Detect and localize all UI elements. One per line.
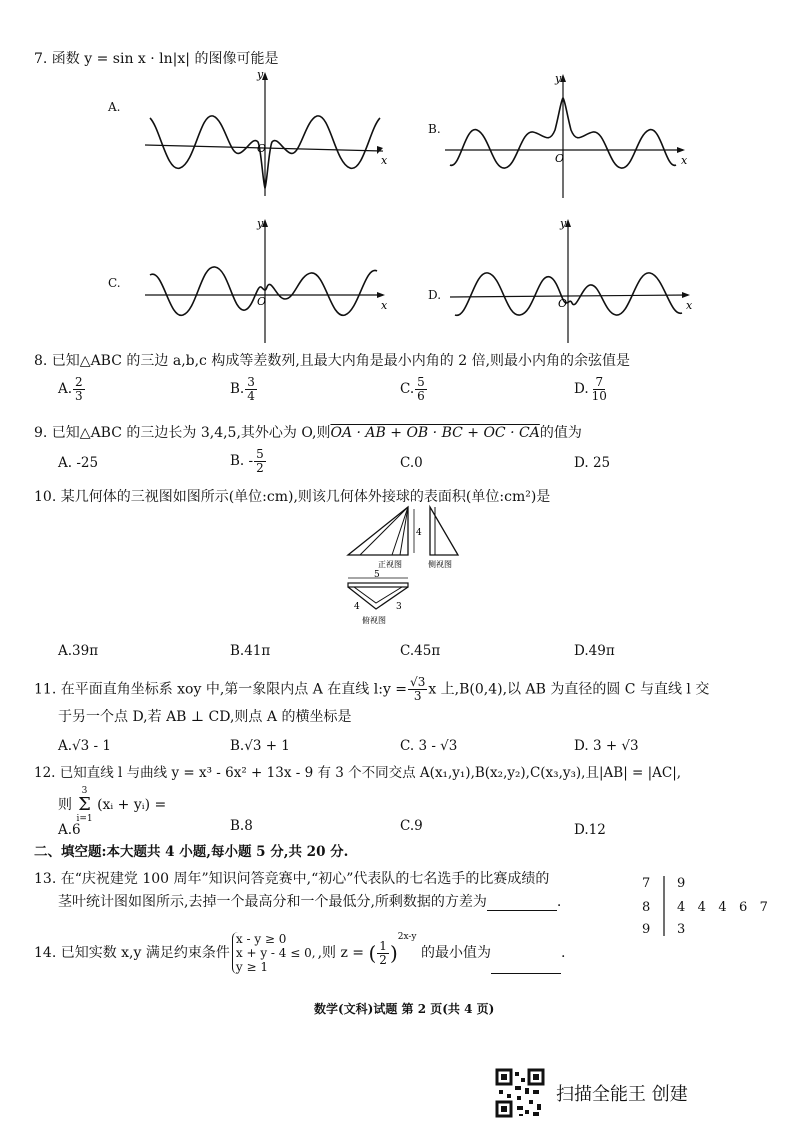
stem-8: 8 xyxy=(642,900,651,915)
q12-option-b: B.8 xyxy=(230,818,253,834)
q14-answer-blank[interactable] xyxy=(491,959,561,974)
q10-top-view-label: 俯视图 xyxy=(362,616,386,625)
q7-option-c-label: C. xyxy=(108,276,121,290)
q8-option-a: A. $\frac{2}{3}$ xyxy=(58,375,83,403)
q14-stem: 14. 已知实数 x,y 满足约束条件 x - y ≥ 0 x + y - 4 ≤ 0, y ≥ 1 ,则 z = ( $\frac{1}{2}$ )$^{2x-y}$ 的最小值为 . xyxy=(34,932,566,974)
q8-option-c: C. $\frac{5}{6}$ xyxy=(400,375,425,403)
q10-option-c: C.45π xyxy=(400,643,441,659)
q7-option-b-label: B. xyxy=(428,122,441,136)
leaves-8: 4 4 4 6 7 xyxy=(677,900,768,915)
q8-option-b: B. $\frac{3}{4}$ xyxy=(230,375,255,403)
q12-line2: 则 3 Σ i=1 (xᵢ + yᵢ) = xyxy=(58,786,167,824)
q7-d-y: y xyxy=(560,217,567,230)
q7-d-origin: O xyxy=(558,297,568,310)
q11-line2: 于另一个点 D,若 AB ⊥ CD,则点 A 的横坐标是 xyxy=(58,709,352,725)
q7-option-d-label: D. xyxy=(428,288,442,302)
q10-front-view-label: 正视图 xyxy=(378,560,402,569)
q10-left-label: 4 xyxy=(354,602,360,612)
q8-option-d: D. $\frac{7}{10}$ xyxy=(574,375,607,403)
q10-stem: 10. 某几何体的三视图如图所示(单位:cm),则该几何体外接球的表面积(单位:cm²)是 xyxy=(34,489,551,505)
q11-option-a: A.√3 - 1 xyxy=(58,738,111,754)
q9-vector-expression: OA · AB + OB · BC + OC · CA xyxy=(330,425,540,441)
q10-option-d: D.49π xyxy=(574,643,615,659)
q7-a-origin: O xyxy=(257,142,267,155)
q7-c-y: y xyxy=(257,217,264,230)
q7-c-origin: O xyxy=(257,295,267,308)
q7-b-origin: O xyxy=(555,152,565,165)
q10-option-b: B.41π xyxy=(230,643,271,659)
q7-graph-a xyxy=(145,68,395,202)
q11-option-b: B.√3 + 1 xyxy=(230,738,290,754)
q7-graph-d xyxy=(450,215,700,349)
section-2-title: 二、填空题:本大题共 4 小题,每小题 5 分,共 20 分. xyxy=(34,844,349,860)
q9-option-b: B. - $\frac{5}{2}$ xyxy=(230,447,264,475)
qr-code-icon xyxy=(495,1068,545,1122)
q11-option-c: C. 3 - √3 xyxy=(400,738,458,754)
q7-b-x: x xyxy=(681,154,688,167)
leaves-9: 3 xyxy=(677,922,686,937)
q7-option-a-label: A. xyxy=(108,100,121,114)
page-footer: 数学(文科)试题 第 2 页(共 4 页) xyxy=(314,1002,495,1016)
q7-c-x: x xyxy=(381,299,388,312)
q8-stem: 8. 已知△ABC 的三边 a,b,c 构成等差数列,且最大内角是最小内角的 2 倍,则最小内角的余弦值是 xyxy=(34,353,631,369)
stem-7: 7 xyxy=(642,876,651,891)
q12-line1: 12. 已知直线 l 与曲线 y = x³ - 6x² + 13x - 9 有 3 个不同交点 A(x₁,y₁),B(x₂,y₂),C(x₃,y₃),且|AB| = |AC|, xyxy=(34,765,682,781)
q9-option-d: D. 25 xyxy=(574,455,611,471)
q7-graph-b xyxy=(445,70,695,204)
stem-9: 9 xyxy=(642,922,651,937)
q10-width-label: 5 xyxy=(374,570,380,580)
q7-stem: 7. 函数 y = sin x · ln|x| 的图像可能是 xyxy=(34,51,279,67)
q7-d-x: x xyxy=(686,299,693,312)
q7-a-x: x xyxy=(381,154,388,167)
q10-option-a: A.39π xyxy=(58,643,99,659)
q13-line1: 13. 在“庆祝建党 100 周年”知识问答竞赛中,“初心”代表队的七名选手的比赛成绩的 xyxy=(34,871,550,887)
leaves-7: 9 xyxy=(677,876,686,891)
q10-right-label: 3 xyxy=(396,602,402,612)
q9-option-c: C.0 xyxy=(400,455,423,471)
q13-answer-blank[interactable] xyxy=(487,896,557,911)
q12-option-c: C.9 xyxy=(400,818,423,834)
q7-a-y: y xyxy=(257,68,264,81)
q10-three-views xyxy=(340,505,480,639)
q9-stem: 9. 已知△ABC 的三边长为 3,4,5,其外心为 O,则OA · AB + OB · BC + OC · CA的值为 xyxy=(34,425,582,441)
scanner-watermark: 扫描全能王 创建 xyxy=(556,1084,688,1105)
q14-constraints: x - y ≥ 0 x + y - 4 ≤ 0, y ≥ 1 xyxy=(232,932,316,974)
q10-height-label: 4 xyxy=(416,528,422,538)
q9-option-a: A. -25 xyxy=(58,455,99,471)
q7-b-y: y xyxy=(555,72,562,85)
q12-option-d: D.12 xyxy=(574,822,606,838)
q13-line2: 茎叶统计图如图所示,去掉一个最高分和一个最低分,所剩数据的方差为 . xyxy=(58,894,562,910)
q12-option-a: A.6 xyxy=(58,822,81,838)
q7-graph-c xyxy=(145,215,395,349)
q11-option-d: D. 3 + √3 xyxy=(574,738,639,754)
q11-line1: 11. 在平面直角坐标系 xoy 中,第一象限内点 A 在直线 l:y = $\frac{√3}{3}$ x 上,B(0,4),以 AB 为直径的圆 C 与直线 l 交 xyxy=(34,675,710,703)
q10-side-view-label: 侧视图 xyxy=(428,560,452,569)
